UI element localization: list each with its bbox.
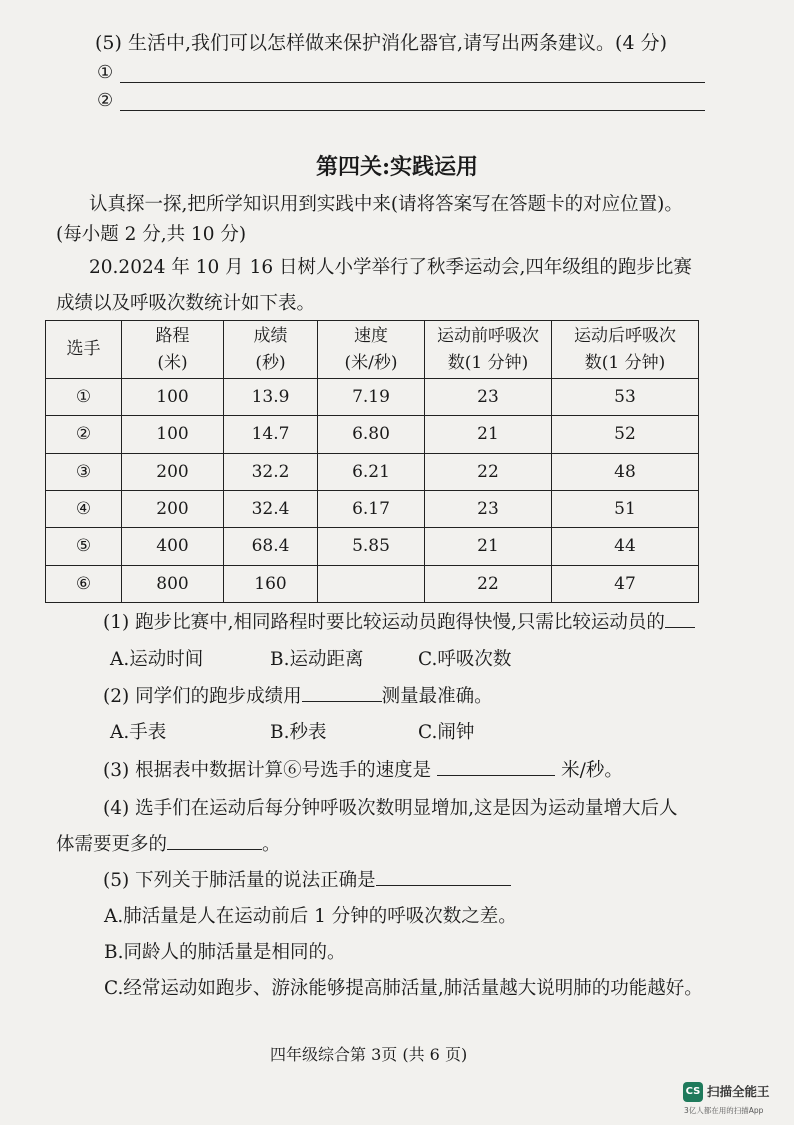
cell: 400 <box>122 528 224 565</box>
watermark-subtitle: 3亿人都在用的扫描App <box>684 1106 764 1115</box>
q2-option-b: B.秒表 <box>270 722 327 743</box>
q5-stem: (5) 下列关于肺活量的说法正确是 <box>103 866 511 892</box>
section-intro: 认真探一探,把所学知识用到实践中来(请将答案写在答题卡的对应位置)。 <box>89 194 683 215</box>
q20-line-2: 成绩以及呼吸次数统计如下表。 <box>56 293 316 314</box>
answer-marker-2: ② <box>97 90 114 111</box>
cell: 22 <box>425 565 552 602</box>
cell: 14.7 <box>224 416 318 453</box>
page-footer: 四年级综合第 3页 (共 6 页) <box>270 1045 468 1064</box>
cell: ④ <box>46 490 122 527</box>
section-title: 第四关:实践运用 <box>315 154 479 180</box>
q5-top-stem: (5) 生活中,我们可以怎样做来保护消化器官,请写出两条建议。(4 分) <box>95 32 667 54</box>
cell: 51 <box>552 490 699 527</box>
cell: 7.19 <box>318 379 425 416</box>
q1-option-a: A.运动时间 <box>110 649 204 670</box>
cell: 52 <box>552 416 699 453</box>
cell: 5.85 <box>318 528 425 565</box>
header-distance: 路程 (米) <box>122 321 224 379</box>
cell: 21 <box>425 416 552 453</box>
cell: 100 <box>122 379 224 416</box>
cell: 200 <box>122 453 224 490</box>
cell: 53 <box>552 379 699 416</box>
cell: 44 <box>552 528 699 565</box>
q4-line-2: 体需要更多的 。 <box>56 830 281 856</box>
cell: 32.2 <box>224 453 318 490</box>
cell: 32.4 <box>224 490 318 527</box>
q1-option-c: C.呼吸次数 <box>418 649 512 670</box>
cell: 23 <box>425 490 552 527</box>
table-row <box>46 490 699 527</box>
cell: ② <box>46 416 122 453</box>
answer-marker-1: ① <box>97 62 114 83</box>
cell: 6.80 <box>318 416 425 453</box>
header-breath-after: 运动后呼吸次 数(1 分钟) <box>552 321 699 379</box>
q1-answer-blank[interactable] <box>665 609 695 628</box>
table-row <box>46 379 699 416</box>
q1-option-b: B.运动距离 <box>270 649 364 670</box>
running-results-table <box>45 320 699 603</box>
cell: 800 <box>122 565 224 602</box>
q3-stem: (3) 根据表中数据计算⑥号选手的速度是 米/秒。 <box>103 756 623 782</box>
q5-option-c: C.经常运动如跑步、游泳能够提高肺活量,肺活量越大说明肺的功能越好。 <box>104 978 703 999</box>
cell <box>318 565 425 602</box>
q5-option-a: A.肺活量是人在运动前后 1 分钟的呼吸次数之差。 <box>104 906 517 927</box>
table-row <box>46 453 699 490</box>
q2-stem: (2) 同学们的跑步成绩用 测量最准确。 <box>103 682 493 708</box>
q2-answer-blank[interactable] <box>302 683 382 702</box>
q5-answer-blank[interactable] <box>376 867 511 886</box>
cell: ③ <box>46 453 122 490</box>
q3-answer-blank[interactable] <box>437 757 555 776</box>
cell: 23 <box>425 379 552 416</box>
cell: 22 <box>425 453 552 490</box>
cell: ① <box>46 379 122 416</box>
q1-stem: (1) 跑步比赛中,相同路程时要比较运动员跑得快慢,只需比较运动员的 <box>103 608 695 634</box>
cell: 47 <box>552 565 699 602</box>
answer-line-1 <box>120 82 705 83</box>
table-row <box>46 528 699 565</box>
table-header-row <box>46 321 699 379</box>
cell: 6.21 <box>318 453 425 490</box>
cell: 21 <box>425 528 552 565</box>
cell: 68.4 <box>224 528 318 565</box>
watermark-name: 扫描全能王 <box>707 1084 770 1099</box>
q20-line-1: 20.2024 年 10 月 16 日树人小学举行了秋季运动会,四年级组的跑步比赛 <box>89 257 692 278</box>
cell: 6.17 <box>318 490 425 527</box>
cell: ⑥ <box>46 565 122 602</box>
cell: 100 <box>122 416 224 453</box>
q4-line-1: (4) 选手们在运动后每分钟呼吸次数明显增加,这是因为运动量增大后人 <box>103 798 678 819</box>
header-player: 选手 <box>46 321 122 379</box>
cell: 200 <box>122 490 224 527</box>
q2-option-a: A.手表 <box>110 722 167 743</box>
header-breath-before: 运动前呼吸次 数(1 分钟) <box>425 321 552 379</box>
cell: 13.9 <box>224 379 318 416</box>
header-time: 成绩 (秒) <box>224 321 318 379</box>
q5-option-b: B.同龄人的肺活量是相同的。 <box>104 942 346 963</box>
q2-option-c: C.闹钟 <box>418 722 475 743</box>
cell: 48 <box>552 453 699 490</box>
section-scoring: (每小题 2 分,共 10 分) <box>56 224 247 245</box>
cell: ⑤ <box>46 528 122 565</box>
header-speed: 速度 (米/秒) <box>318 321 425 379</box>
answer-line-2 <box>120 110 705 111</box>
cs-logo-icon: CS <box>683 1082 703 1102</box>
table-row <box>46 565 699 602</box>
q4-answer-blank[interactable] <box>167 831 262 850</box>
cell: 160 <box>224 565 318 602</box>
table-row <box>46 416 699 453</box>
